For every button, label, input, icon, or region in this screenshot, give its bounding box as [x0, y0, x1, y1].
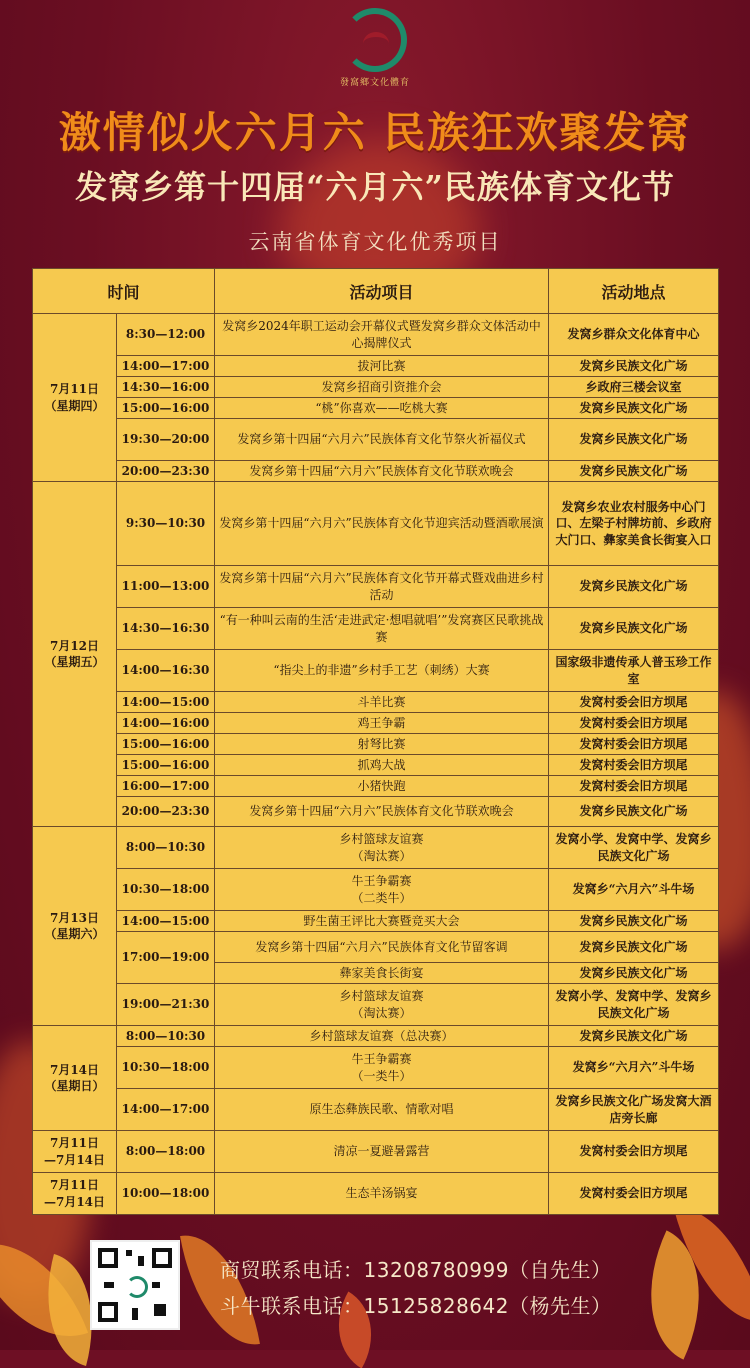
weekday-label: （星期四） — [44, 398, 105, 413]
table-row — [33, 377, 719, 398]
headline: 发窝乡第十四届“六月六”民族体育文化节 — [75, 168, 675, 206]
table-row — [33, 713, 719, 734]
activity-cell: 彝家美食长街宴 — [215, 963, 549, 984]
location-cell: 乡政府三楼会议室 — [549, 377, 719, 398]
location-cell: 发窝乡民族文化广场 — [549, 1026, 719, 1047]
activity-cell: 发窝乡第十四届“六月六”民族体育文化节留客调 — [215, 932, 549, 963]
location-cell: 发窝乡民族文化广场 — [549, 566, 719, 608]
table-row — [33, 419, 719, 461]
activity-cell: 抓鸡大战 — [215, 755, 549, 776]
table-row — [33, 461, 719, 482]
location-cell: 发窝乡民族文化广场 — [549, 419, 719, 461]
time-cell: 8:00—10:30 — [117, 827, 215, 869]
location-cell: 发窝乡民族文化广场 — [549, 461, 719, 482]
table-row — [33, 1047, 719, 1089]
date-cell — [33, 1131, 117, 1173]
table-row — [33, 398, 719, 419]
time-cell: 16:00—17:00 — [117, 776, 215, 797]
time-cell: 8:30—12:00 — [117, 314, 215, 356]
location-cell: 发窝乡农业农村服务中心门口、左梁子村牌坊前、乡政府大门口、彝家美食长街宴入口 — [549, 482, 719, 566]
table-row — [33, 1089, 719, 1131]
activity-cell: “有一种叫云南的生活‘走进武定·想唱就唱’”发窝赛区民歌挑战赛 — [215, 608, 549, 650]
weekday-label: —7月14日 — [43, 1152, 106, 1167]
business-contact: 商贸联系电话：13208780999（自先生） — [220, 1258, 612, 1282]
bullfight-contact: 斗牛联系电话：15125828642（杨先生） — [220, 1294, 612, 1318]
activity-cell: 小猪快跑 — [215, 776, 549, 797]
location-cell: 发窝乡“六月六”斗牛场 — [549, 1047, 719, 1089]
activity-cell: 鸡王争霸 — [215, 713, 549, 734]
date-label: 7月14日 — [49, 1062, 100, 1077]
location-cell: 发窝乡民族文化广场 — [549, 398, 719, 419]
table-row — [33, 797, 719, 827]
location-cell: 发窝乡民族文化广场 — [549, 608, 719, 650]
location-cell: 发窝小学、发窝中学、发窝乡民族文化广场 — [549, 827, 719, 869]
festival-logo-icon — [343, 8, 407, 72]
activity-cell: 发窝乡第十四届“六月六”民族体育文化节祭火祈福仪式 — [215, 419, 549, 461]
table-row — [33, 1173, 719, 1215]
main-title: 激情似火六月六 民族狂欢聚发窝 — [58, 108, 692, 157]
table-row — [33, 932, 719, 963]
date-label: 7月11日 — [49, 382, 100, 397]
time-cell: 14:00—16:30 — [117, 650, 215, 692]
subtitle: 云南省体育文化优秀项目 — [248, 230, 502, 254]
table-row — [33, 482, 719, 566]
time-cell: 11:00—13:00 — [117, 566, 215, 608]
time-cell: 10:00—18:00 — [117, 1173, 215, 1215]
activity-cell: 射弩比赛 — [215, 734, 549, 755]
activity-cell: 生态羊汤锅宴 — [215, 1173, 549, 1215]
date-cell — [33, 1026, 117, 1131]
activity-cell: 发窝乡第十四届“六月六”民族体育文化节迎宾活动暨酒歌展演 — [215, 482, 549, 566]
activity-cell: 拔河比赛 — [215, 356, 549, 377]
table-header-row — [33, 269, 719, 314]
table-row — [33, 650, 719, 692]
header-location: 活动地点 — [549, 269, 719, 314]
time-cell: 14:00—15:00 — [117, 911, 215, 932]
header-time: 时间 — [33, 269, 215, 314]
location-cell: 发窝乡民族文化广场 — [549, 932, 719, 963]
date-cell — [33, 482, 117, 827]
weekday-label: （星期五） — [44, 655, 105, 669]
table-row — [33, 1131, 719, 1173]
footer — [90, 1240, 720, 1336]
qr-code-icon — [90, 1240, 180, 1330]
location-cell: 发窝乡民族文化广场 — [549, 963, 719, 984]
date-cell — [33, 1173, 117, 1215]
time-cell: 19:00—21:30 — [117, 984, 215, 1026]
header-activity: 活动项目 — [215, 269, 549, 314]
time-cell: 14:00—15:00 — [117, 692, 215, 713]
time-cell: 15:00—16:00 — [117, 734, 215, 755]
activity-cell: 发窝乡第十四届“六月六”民族体育文化节联欢晚会 — [215, 461, 549, 482]
schedule-body — [33, 314, 719, 1215]
time-cell: 14:30—16:30 — [117, 608, 215, 650]
table-row — [33, 356, 719, 377]
time-cell: 20:00—23:30 — [117, 461, 215, 482]
table-row — [33, 869, 719, 911]
time-cell: 15:00—16:00 — [117, 398, 215, 419]
time-cell: 15:00—16:00 — [117, 755, 215, 776]
date-cell — [33, 314, 117, 482]
time-cell: 10:30—18:00 — [117, 1047, 215, 1089]
activity-cell: 斗羊比赛 — [215, 692, 549, 713]
table-row — [33, 911, 719, 932]
location-cell: 发窝乡民族文化广场发窝大酒店旁长廊 — [549, 1089, 719, 1131]
time-cell: 14:00—17:00 — [117, 1089, 215, 1131]
table-row — [33, 734, 719, 755]
table-row — [33, 984, 719, 1026]
table-row — [33, 692, 719, 713]
location-cell: 发窝乡群众文化体育中心 — [549, 314, 719, 356]
activity-cell: 牛王争霸赛 （二类牛） — [215, 869, 549, 911]
date-label: 7月12日 — [49, 638, 100, 653]
time-cell: 14:30—16:00 — [117, 377, 215, 398]
location-cell: 发窝乡民族文化广场 — [549, 797, 719, 827]
table-row — [33, 608, 719, 650]
location-cell: 发窝村委会旧方坝尾 — [549, 776, 719, 797]
logo-text: 發窩鄉文化體育 — [339, 78, 410, 88]
time-cell: 20:00—23:30 — [117, 797, 215, 827]
activity-cell: 清凉一夏避暑露营 — [215, 1131, 549, 1173]
activity-cell: 乡村篮球友谊赛（总决赛） — [215, 1026, 549, 1047]
time-cell: 8:00—10:30 — [117, 1026, 215, 1047]
location-cell: 发窝小学、发窝中学、发窝乡民族文化广场 — [549, 984, 719, 1026]
table-row — [33, 566, 719, 608]
time-cell: 10:30—18:00 — [117, 869, 215, 911]
time-cell: 14:00—17:00 — [117, 356, 215, 377]
activity-cell: 原生态彝族民歌、情歌对唱 — [215, 1089, 549, 1131]
activity-cell: 野生菌王评比大赛暨竞买大会 — [215, 911, 549, 932]
activity-cell: 牛王争霸赛 （一类牛） — [215, 1047, 549, 1089]
table-row — [33, 755, 719, 776]
location-cell: 发窝村委会旧方坝尾 — [549, 692, 719, 713]
location-cell: 发窝村委会旧方坝尾 — [549, 713, 719, 734]
date-label: 7月11日 — [49, 1178, 100, 1193]
location-cell: 发窝村委会旧方坝尾 — [549, 1131, 719, 1173]
location-cell: 发窝乡民族文化广场 — [549, 356, 719, 377]
weekday-label: （星期日） — [44, 1079, 105, 1093]
table-row — [33, 314, 719, 356]
schedule-table — [32, 268, 719, 1215]
time-cell: 8:00—18:00 — [117, 1131, 215, 1173]
location-cell: 发窝村委会旧方坝尾 — [549, 1173, 719, 1215]
table-row — [33, 776, 719, 797]
date-cell — [33, 827, 117, 1026]
activity-cell: 发窝乡招商引资推介会 — [215, 377, 549, 398]
activity-cell: 发窝乡2024年职工运动会开幕仪式暨发窝乡群众文体活动中心揭牌仪式 — [215, 314, 549, 356]
activity-cell: “指尖上的非遗”乡村手工艺（刺绣）大赛 — [215, 650, 549, 692]
activity-cell: 乡村篮球友谊赛 （淘汰赛） — [215, 984, 549, 1026]
activity-cell: 发窝乡第十四届“六月六”民族体育文化节联欢晚会 — [215, 797, 549, 827]
activity-cell: 乡村篮球友谊赛 （淘汰赛） — [215, 827, 549, 869]
activity-cell: 发窝乡第十四届“六月六”民族体育文化节开幕式暨戏曲进乡村活动 — [215, 566, 549, 608]
date-label: 7月13日 — [49, 910, 100, 925]
date-label: 7月11日 — [49, 1136, 100, 1151]
location-cell: 发窝村委会旧方坝尾 — [549, 755, 719, 776]
weekday-label: —7月14日 — [43, 1194, 106, 1209]
weekday-label: （星期六） — [44, 927, 105, 941]
location-cell: 发窝乡民族文化广场 — [549, 911, 719, 932]
location-cell: 发窝村委会旧方坝尾 — [549, 734, 719, 755]
location-cell: 发窝乡“六月六”斗牛场 — [549, 869, 719, 911]
time-cell: 17:00—19:00 — [117, 932, 215, 984]
table-row — [33, 1026, 719, 1047]
festival-logo — [330, 8, 420, 88]
location-cell: 国家级非遗传承人普玉珍工作室 — [549, 650, 719, 692]
time-cell: 9:30—10:30 — [117, 482, 215, 566]
activity-cell: “桃”你喜欢——吃桃大赛 — [215, 398, 549, 419]
table-row — [33, 827, 719, 869]
time-cell: 19:30—20:00 — [117, 419, 215, 461]
time-cell: 14:00—16:00 — [117, 713, 215, 734]
